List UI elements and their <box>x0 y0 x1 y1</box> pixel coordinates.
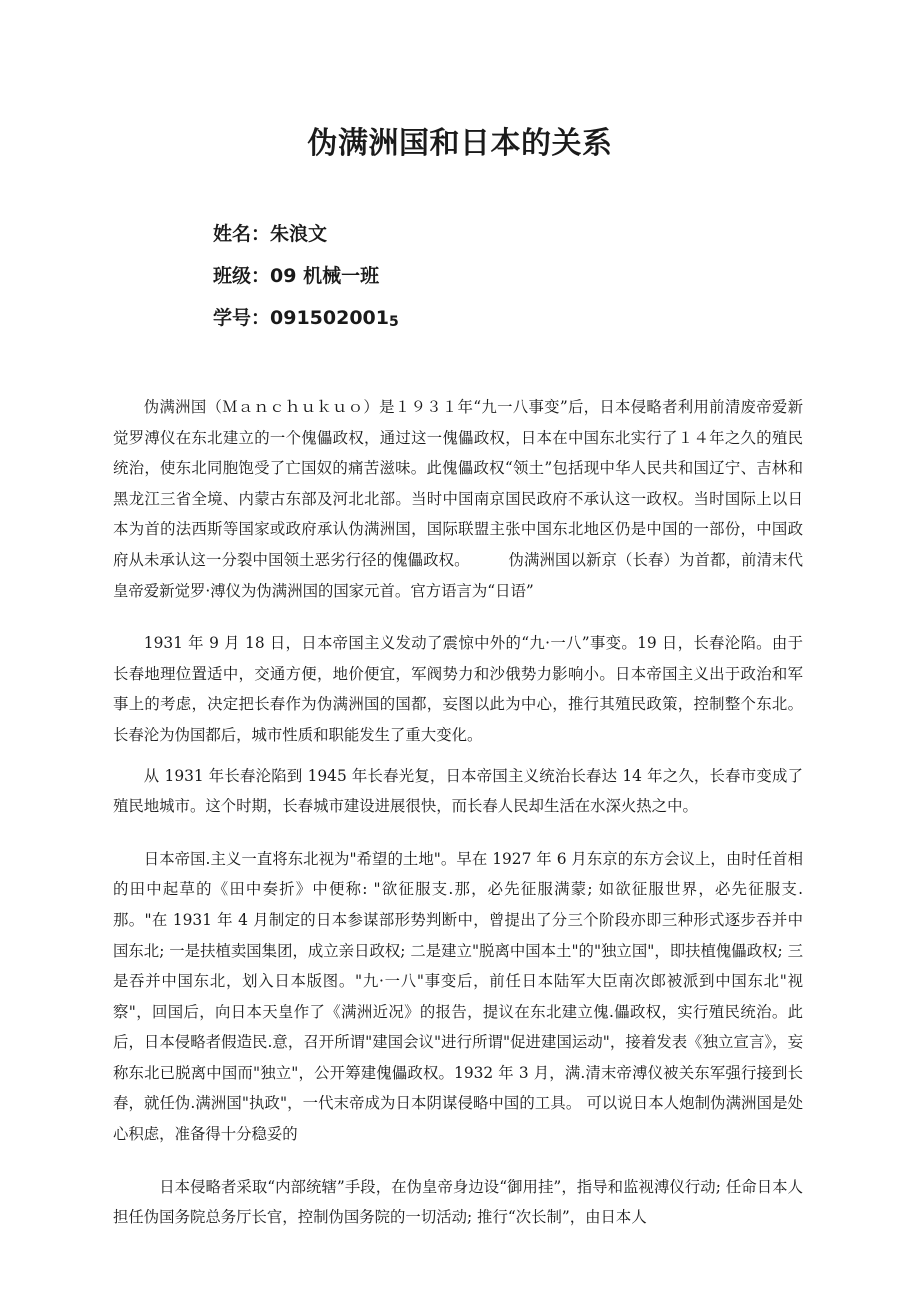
info-row-name <box>213 213 713 255</box>
paragraph-2: 1931 年 9 月 18 日，日本帝国主义发动了震惊中外的“九·一八”事变。19 日，长春沦陷。由于长春地理位置适中，交通方便，地价便宜，军阀势力和沙俄势力影响小。日本帝国主义出于政治和军事上的考虑，决定把长春作为伪满洲国的国都，妄图以此为中心，推行其殖民政策，控制整个东北。长春沦为伪国都后，城市性质和职能发生了重大变化。 <box>113 634 803 744</box>
info-row-student-id <box>213 297 713 341</box>
student-id-value: 091502001 <box>270 307 389 329</box>
paragraph-1: 伪满洲国（Ｍａｎｃｈｕｋｕｏ）是１９３１年“九一八事变”后，日本侵略者利用前清废帝爱新觉罗溥仪在东北建立的一个傀儡政权，通过这一傀儡政权，日本在中国东北实行了１４年之久的殖民统治，使东北同胞饱受了亡国奴的痛苦滋味。此傀儡政权“领土”包括现中华人民共和国辽宁、吉林和黑龙江三省全境、内蒙古东部及河北北部。当时中国南京国民政府不承认这一政权。当时国际上以日本为首的法西斯等国家或政府承认伪满洲国，国际联盟主张中国东北地区仍是中国的一部份，中国政府从未承认这一分裂中国领土恶劣行径的傀儡政权。 伪满洲国以新京（长春）为首都，前清末代皇帝爱新觉罗·溥仪为伪满洲国的国家元首。官方语言为“日语” <box>113 398 803 600</box>
student-info-block <box>213 213 713 341</box>
class-value: 09 机械一班 <box>270 265 380 287</box>
student-id-value-last: 5 <box>389 314 399 330</box>
info-row-class <box>213 255 713 297</box>
paragraph-5: 日本侵略者采取“内部统辖”手段，在伪皇帝身边设“御用挂”，指导和监视溥仪行动; 任命日本人担任伪国务院总务厅长官，控制伪国务院的一切活动; 推行“次长制”，由日本人 <box>113 1177 803 1227</box>
student-id-label: 学号： <box>213 307 271 329</box>
class-label: 班级： <box>213 265 271 287</box>
page-title: 伪满洲国和日本的关系 <box>307 126 613 162</box>
name-label: 姓名： <box>213 223 271 245</box>
name-value: 朱浪文 <box>270 223 328 245</box>
paragraph-3: 从 1931 年长春沦陷到 1945 年长春光复，日本帝国主义统治长春达 14 年之久，长春市变成了殖民地城市。这个时期，长春城市建设进展很快，而长春人民却生活在水深火热之中。 <box>113 766 803 816</box>
document-body <box>113 392 803 1242</box>
paragraph-4: 日本帝国.主义一直将东北视为"希望的土地"。早在 1927 年 6 月东京的东方会议上，由时任首相的田中起草的《田中奏折》中便称: "欲征服支.那，必先征服满蒙; 如欲征服世界，必先征服支.那。"在 1931 年 4 月制定的日本参谋部形势判断中，曾提出了分三个阶段亦即三种形式逐步吞并中国东北; 一是扶植卖国集团，成立亲日政权; 二是建立"脱离中国本土"的"独立国"，即扶植傀儡政权; 三是吞并中国东北，划入日本版图。"九·一八"事变后，前任日本陆军大臣南次郎被派到中国东北"视察"，回国后，向日本天皇作了《满洲近况》的报告，提议在东北建立傀.儡政权，实行殖民统治。此后，日本侵略者假造民.意，召开所谓"建国会议"进行所谓"促进建国运动"，接着发表《独立宣言》，妄称东北已脱离中国而"独立"，公开筹建傀儡政权。1932 年 3 月，满.清末帝溥仪被关东军强行接到长春，就任伪.满洲国"执政"，一代末帝成为日本阴谋侵略中国的工具。 可以说日本人炮制伪满洲国是处心积虑，准备得十分稳妥的 <box>113 849 803 1144</box>
